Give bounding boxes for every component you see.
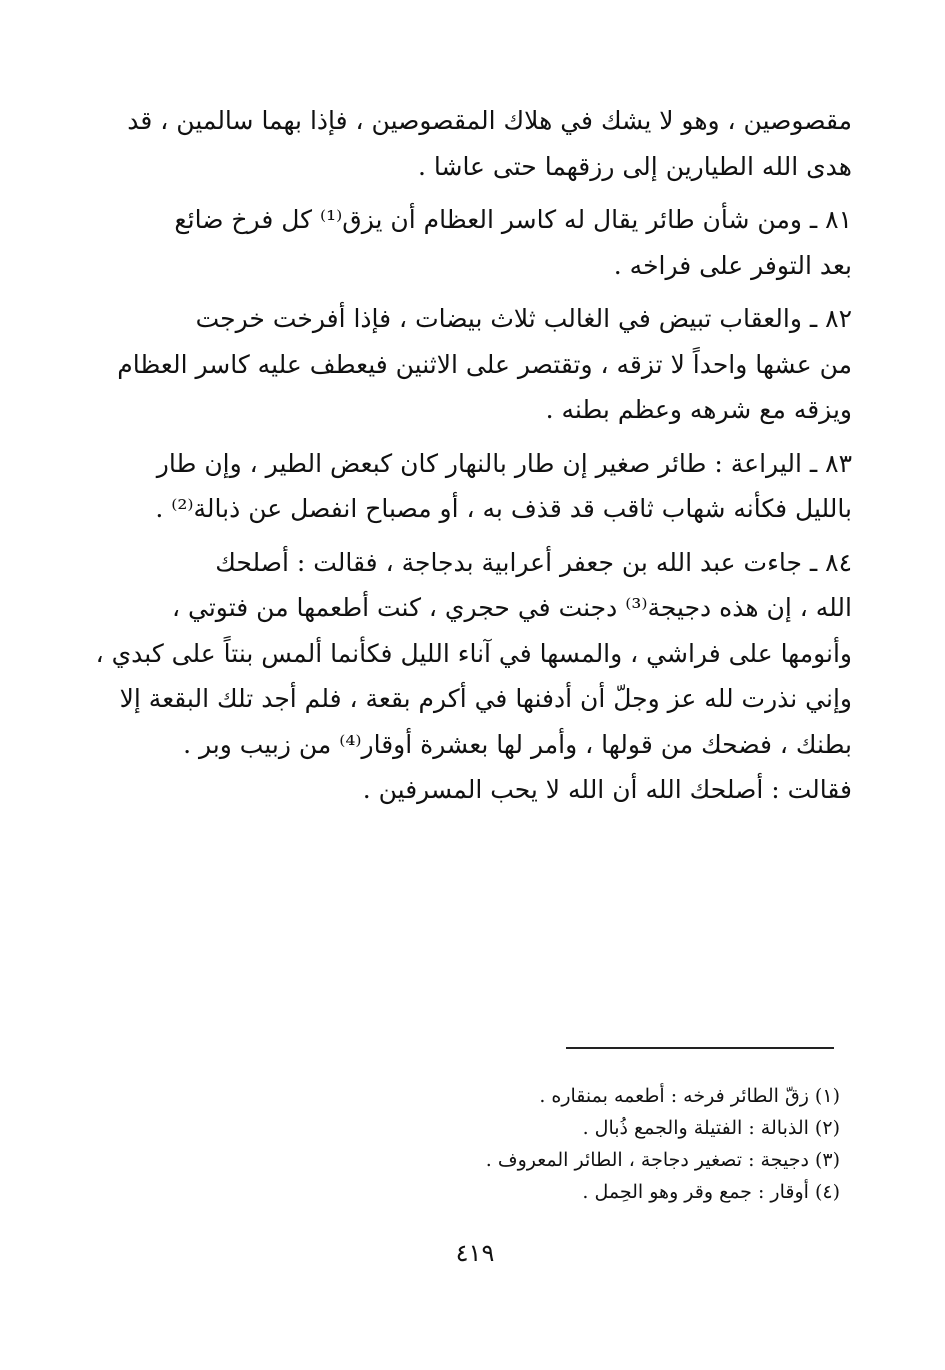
text-line: بعد التوفر على فراخه .: [613, 250, 852, 280]
text-line: مقصوصين ، وهو لا يشك في هلاك المقصوصين ، فإذا بهما سالمين ، قد: [127, 106, 852, 135]
paragraph-82: [117, 296, 852, 433]
paragraph-83: [140, 441, 852, 532]
text-line: وأنومها على فراشي ، والمسها في آناء الليل فكأنما ألمس بنتاً على كبدي ،: [95, 638, 852, 668]
footnotes: [300, 1080, 840, 1208]
text-line: من عشها واحداً لا تزقه ، وتقتصر على الاثنين فيعطف عليه كاسر العظام: [117, 349, 852, 379]
text-line: بالليل فكأنه شهاب ثاقب قد قذف به ، أو مصباح انفصل عن ذبالة⁽²⁾ .: [155, 494, 852, 523]
footnote-1: (١) زقّ الطائر فرخه : أطعمه بمنقاره .: [539, 1085, 840, 1107]
text-line: الله ، إن هذه دجيجة⁽³⁾ دجنت في حجري ، كنت أطعمها من فتوتي ،: [172, 593, 852, 622]
paragraph-81: [140, 197, 852, 288]
main-text: [95, 98, 852, 821]
paragraph-intro: [127, 98, 852, 189]
text-line: بطنك ، فضحك من قولها ، وأمر لها بعشرة أوقار⁽⁴⁾ من زبيب وبر .: [183, 729, 852, 759]
footnote-2: (٢) الذبالة : الفتيلة والجمع ذُبال .: [582, 1117, 840, 1139]
text-line: فقالت : أصلحك الله أن الله لا يحب المسرفين .: [362, 775, 852, 804]
text-line: هدى الله الطيارين إلى رزقهما حتى عاشا .: [417, 151, 852, 181]
text-line: ٨٤ ـ جاءت عبد الله بن جعفر أعرابية بدجاجة ، فقالت : أصلحك: [215, 547, 852, 577]
footnote-3: (٣) دجيجة : تصغير دجاجة ، الطائر المعروف .: [485, 1149, 840, 1171]
text-line: ٨١ ـ ومن شأن طائر يقال له كاسر العظام أن يزق⁽¹⁾ كل فرخ ضائع: [174, 205, 852, 234]
footnote-4: (٤) أوقار : جمع وقر وهو الحِمل .: [582, 1181, 840, 1203]
paragraph-84: [95, 540, 852, 813]
text-line: ويزقه مع شرهه وعظم بطنه .: [545, 395, 852, 424]
page-number: ٤١٩: [455, 1239, 495, 1267]
text-line: ٨٢ ـ والعقاب تبيض في الغالب ثلاث بيضات ، فإذا أفرخت خرجت: [195, 304, 852, 333]
text-line: ٨٣ ـ اليراعة : طائر صغير إن طار بالنهار كان كبعض الطير ، وإن طار: [156, 448, 852, 478]
footnote-divider: [566, 1047, 834, 1049]
text-line: وإني نذرت لله عز وجلّ أن أدفنها في أكرم بقعة ، فلم أجد تلك البقعة إلا: [119, 684, 852, 713]
